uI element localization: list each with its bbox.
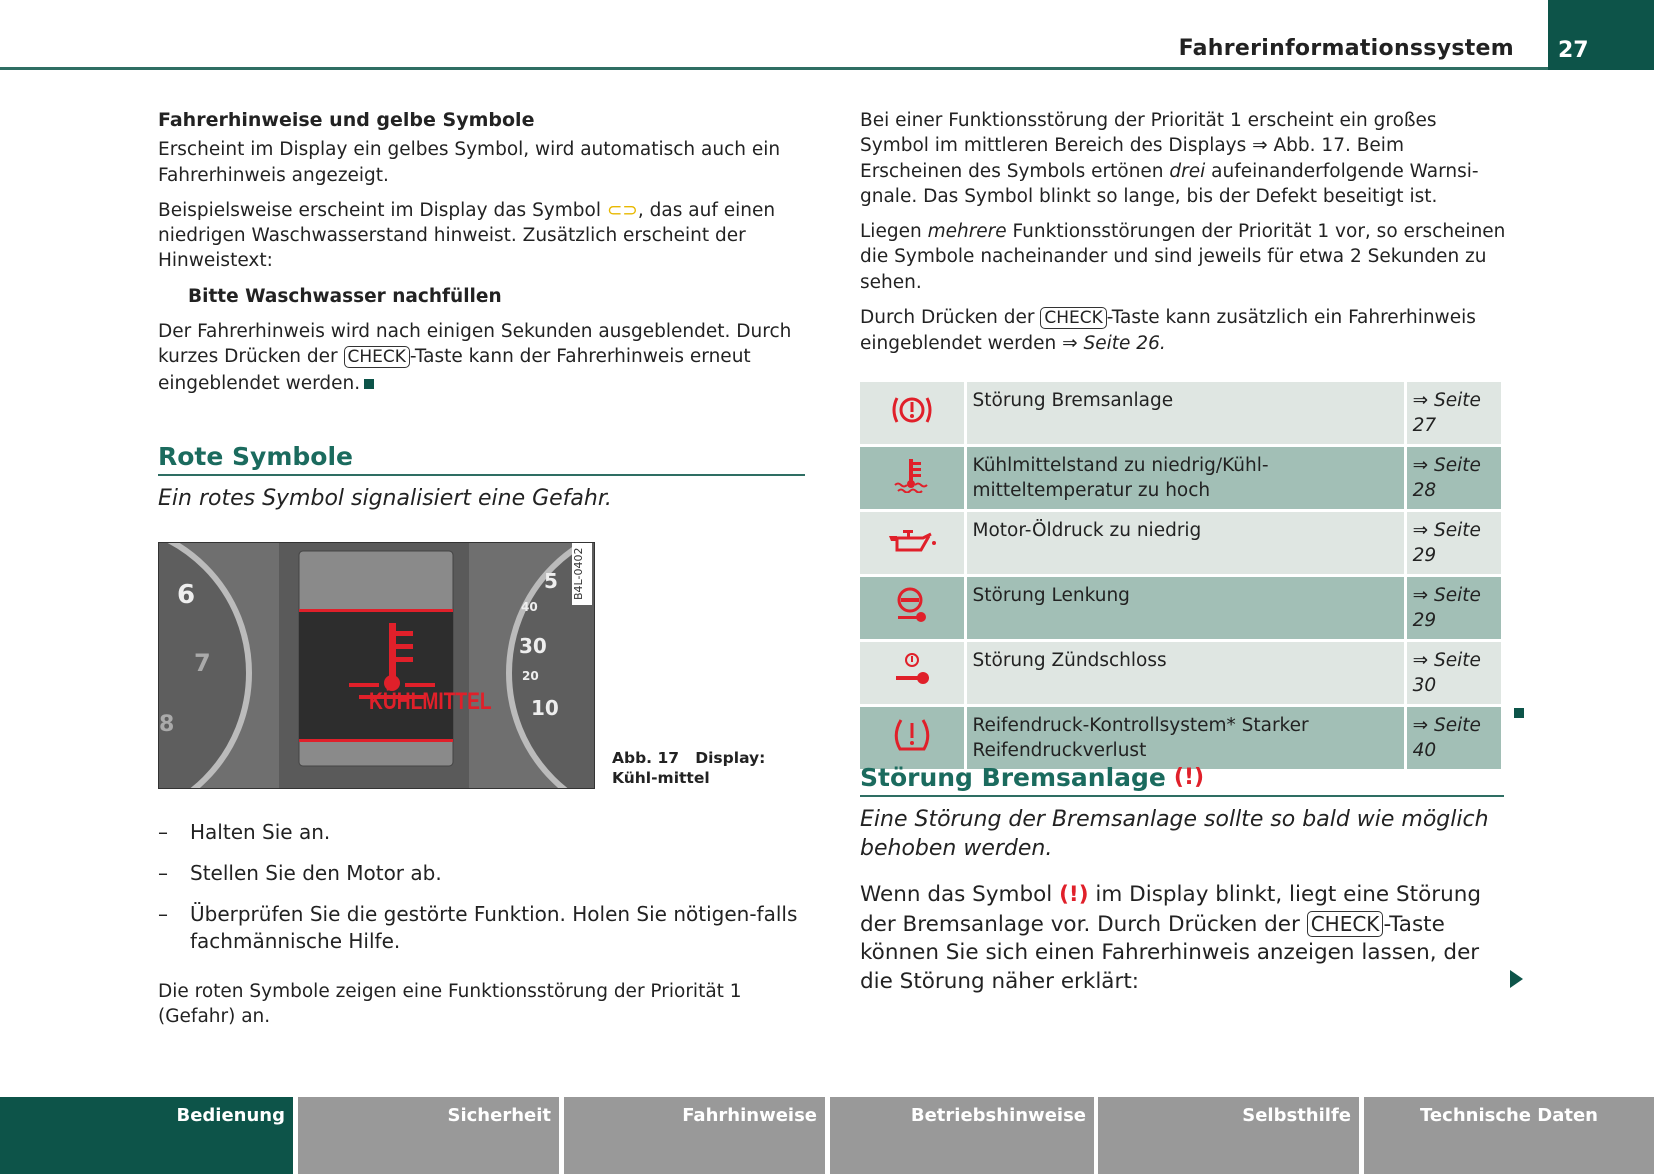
list-item: – Stellen Sie den Motor ab. — [158, 861, 442, 885]
paragraph: Durch Drücken der CHECK -Taste kann zusätzlich ein Fahrerhinweis eingeblendet werden ⇒ Seite 26. — [860, 307, 1476, 355]
symbol-table — [860, 382, 1504, 772]
page-reference[interactable]: ⇒ Seite 30 — [1405, 641, 1502, 706]
continue-arrow-icon[interactable] — [1510, 970, 1523, 988]
page-reference[interactable]: ⇒ Seite 28 — [1405, 446, 1502, 511]
table-cell-description: Kühlmittelstand zu niedrig/Kühl-mitteltemperatur zu hoch — [965, 446, 1405, 511]
list-item: – Halten Sie an. — [158, 820, 331, 844]
washer-fluid-icon: ⊂⊃ — [606, 199, 638, 221]
tab-sicherheit[interactable]: Sicherheit — [298, 1097, 559, 1174]
subheading: Fahrerhinweise und gelbe Symbole — [158, 109, 535, 131]
table-row — [860, 576, 1503, 641]
page-reference[interactable]: ⇒ Seite 29 — [1405, 511, 1502, 576]
paragraph: Beispielsweise erscheint im Display das Symbol ⊂⊃, das auf einen niedrigen Waschwasserstand hinweist. Zusätzlich erscheint der Hinweistext: — [158, 199, 776, 272]
left-column — [158, 108, 808, 406]
page-reference[interactable]: ⇒ Seite 29 — [1405, 576, 1502, 641]
paragraph: Bei einer Funktionsstörung der Priorität 1 erscheint ein großes Symbol im mittleren Bereich des Displays ⇒ Abb. 17. Beim Erscheinen des Symbols ertönen drei aufeinanderfolgende Warnsi-gnale. Das Symbol blinkt so lange, bis der Defekt beseitigt ist. — [860, 110, 1479, 207]
tab-selbsthilfe[interactable]: Selbsthilfe — [1098, 1097, 1359, 1174]
table-row — [860, 641, 1503, 706]
brake-warning-icon — [860, 382, 965, 446]
section-subtitle: Ein rotes Symbol signalisiert eine Gefahr. — [158, 486, 612, 511]
svg-text:6: 6 — [177, 580, 196, 610]
tab-bedienung[interactable]: Bedienung — [0, 1097, 293, 1174]
table-row — [860, 706, 1503, 771]
section-title: Störung Bremsanlage (!) — [860, 763, 1205, 792]
svg-text:40: 40 — [521, 600, 538, 614]
note-paragraph: Die roten Symbole zeigen eine Funktionsstörung der Priorität 1 (Gefahr) an. — [158, 981, 742, 1028]
svg-text:20: 20 — [522, 669, 539, 683]
paragraph: Wenn das Symbol (!) im Display blinkt, liegt eine Störung der Bremsanlage vor. Durch Drücken der CHECK -Taste können Sie sich einen Fahrerhinweis anzeigen lassen, der die Störung näher erklärt: — [860, 882, 1481, 994]
check-key: CHECK — [1040, 307, 1106, 329]
svg-text:8: 8 — [159, 712, 175, 737]
table-cell-description: Reifendruck-Kontrollsystem* Starker Reifendruckverlust — [965, 706, 1405, 771]
coolant-temperature-icon — [860, 446, 965, 511]
oil-pressure-icon — [860, 511, 965, 576]
brake-warning-icon: (!) — [1059, 882, 1089, 907]
page-reference[interactable]: ⇒ Seite 40 — [1405, 706, 1502, 771]
header-rule — [0, 67, 1548, 70]
table-row — [860, 382, 1503, 446]
tab-fahrhinweise[interactable]: Fahrhinweise — [564, 1097, 825, 1174]
instrument-cluster-graphic — [159, 543, 595, 789]
tire-pressure-icon — [860, 706, 965, 771]
table-row — [860, 511, 1503, 576]
paragraph: Liegen mehrere Funktionsstörungen der Priorität 1 vor, so erscheinen die Symbole nacheinander und sind jeweils für etwa 2 Sekunden zu sehen. — [860, 221, 1506, 293]
end-marker — [1514, 708, 1524, 718]
display-text: KÜHLMITTEL — [369, 688, 492, 715]
page-number: 27 — [1558, 38, 1589, 63]
table-cell-description: Störung Lenkung — [965, 576, 1405, 641]
section-rule — [158, 474, 805, 476]
table-cell-description: Störung Zündschloss — [965, 641, 1405, 706]
hint-text: Bitte Waschwasser nachfüllen — [188, 285, 502, 307]
page-link[interactable]: Seite 26. — [1083, 333, 1166, 355]
page-reference[interactable]: ⇒ Seite 27 — [1405, 382, 1502, 446]
right-column — [860, 108, 1510, 367]
figure-cluster-image — [158, 542, 595, 789]
steering-fault-icon — [860, 576, 965, 641]
chapter-title: Fahrerinformationssystem — [1178, 36, 1514, 61]
end-marker — [364, 379, 374, 389]
ignition-lock-icon — [860, 641, 965, 706]
table-row — [860, 446, 1503, 511]
figure-caption: Abb. 17 Display: Kühl-mittel — [612, 749, 766, 787]
table-cell-description: Störung Bremsanlage — [965, 382, 1405, 446]
list-item: – Überprüfen Sie die gestörte Funktion. Holen Sie nötigen-falls fachmännische Hilfe. — [158, 902, 798, 953]
svg-text:30: 30 — [519, 634, 547, 658]
check-key: CHECK — [344, 346, 410, 368]
check-key: CHECK — [1307, 911, 1384, 937]
section-title: Rote Symbole — [158, 442, 353, 471]
action-list — [158, 819, 808, 955]
brake-warning-icon: (!) — [1173, 765, 1205, 790]
paragraph: Erscheint im Display ein gelbes Symbol, wird automatisch auch ein Fahrerhinweis angezeigt. — [158, 139, 781, 186]
paragraph: Der Fahrerhinweis wird nach einigen Sekunden ausgeblendet. Durch kurzes Drücken der CHECK -Taste kann der Fahrerhinweis erneut eingeblendet werden. — [158, 321, 792, 394]
svg-text:7: 7 — [194, 649, 211, 677]
section-rule — [860, 795, 1504, 797]
figure-code: B4L-0402 — [572, 543, 592, 605]
section-subtitle: Eine Störung der Bremsanlage sollte so bald wie möglich behoben werden. — [860, 807, 1489, 861]
table-cell-description: Motor-Öldruck zu niedrig — [965, 511, 1405, 576]
svg-text:5: 5 — [544, 569, 558, 593]
tab-betriebshinweise[interactable]: Betriebshinweise — [830, 1097, 1094, 1174]
svg-text:10: 10 — [531, 696, 559, 720]
tab-technische-daten[interactable]: Technische Daten — [1364, 1097, 1654, 1174]
